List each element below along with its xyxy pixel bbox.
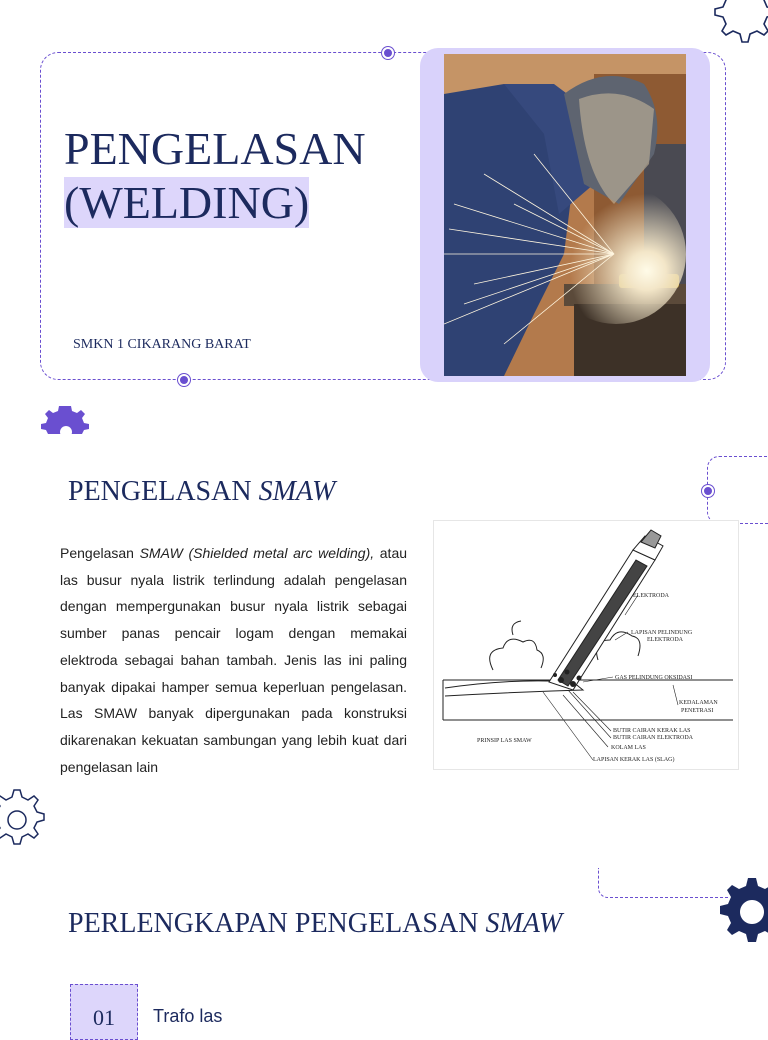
label-kolam: KOLAM LAS [611, 745, 646, 751]
decor-dot [702, 485, 714, 497]
label-butir-1: BUTIR CAIRAN KERAK LAS [613, 728, 691, 734]
label-gas: GAS PELINDUNG OKSIDASI [615, 675, 693, 681]
decor-frame-right [707, 456, 768, 524]
smaw-description [60, 540, 407, 780]
section-heading-smaw [68, 476, 335, 508]
label-prinsip: PRINSIP LAS SMAW [477, 738, 532, 744]
gear-icon [38, 404, 94, 434]
para-rest: atau las busur nyala listrik terlindung adalah pengelasan dengan mempergunakan busur nyala listrik sebagai sumber panas pencair logam dengan memakai elektroda sebagai bahan tambah. Jenis las ini paling banyak dipakai hamper semua keperluan pengelasan. Las SMAW banyak dipergunakan pada konstruksi dikarenakan kekuatan sambungan yang lebih kuat dari pengelasan lain [60, 545, 408, 775]
label-kerak: LAPISAN KERAK LAS (SLAG) [593, 757, 675, 763]
heading-text: PERLENGKAPAN PENGELASAN [68, 908, 486, 939]
gear-icon [706, 0, 768, 48]
welder-photo [444, 54, 686, 376]
page-title [64, 122, 366, 230]
item-number-badge: 01 [70, 984, 138, 1040]
smaw-diagram [433, 520, 739, 770]
para-emphasis: SMAW (Shielded metal arc welding), [139, 545, 375, 561]
hero-frame-dot [178, 374, 190, 386]
heading-emphasis: SMAW [258, 476, 336, 507]
label-lapisan-2: ELEKTRODA [647, 637, 683, 643]
para-lead: Pengelasan [60, 545, 140, 561]
label-elektroda: ELEKTRODA [633, 593, 669, 599]
title-line-2: (WELDING) [64, 177, 310, 228]
decor-line-bottom [598, 868, 728, 898]
list-item: Trafo las [153, 1006, 223, 1026]
hero-frame-dot [382, 47, 394, 59]
school-name: SMKN 1 CIKARANG BARAT [73, 337, 251, 352]
section-heading-equipment [68, 908, 562, 940]
title-line-1: PENGELASAN [64, 123, 366, 174]
heading-text: PENGELASAN [68, 476, 259, 507]
heading-emphasis: SMAW [485, 908, 563, 939]
label-kedalaman-1: KEDALAMAN [679, 700, 718, 706]
gear-icon [0, 786, 52, 854]
label-butir-2: BUTIR CAIRAN ELEKTRODA [613, 735, 693, 741]
label-lapisan-1: LAPISAN PELINDUNG [631, 630, 693, 636]
label-kedalaman-2: PENETRASI [681, 708, 714, 714]
